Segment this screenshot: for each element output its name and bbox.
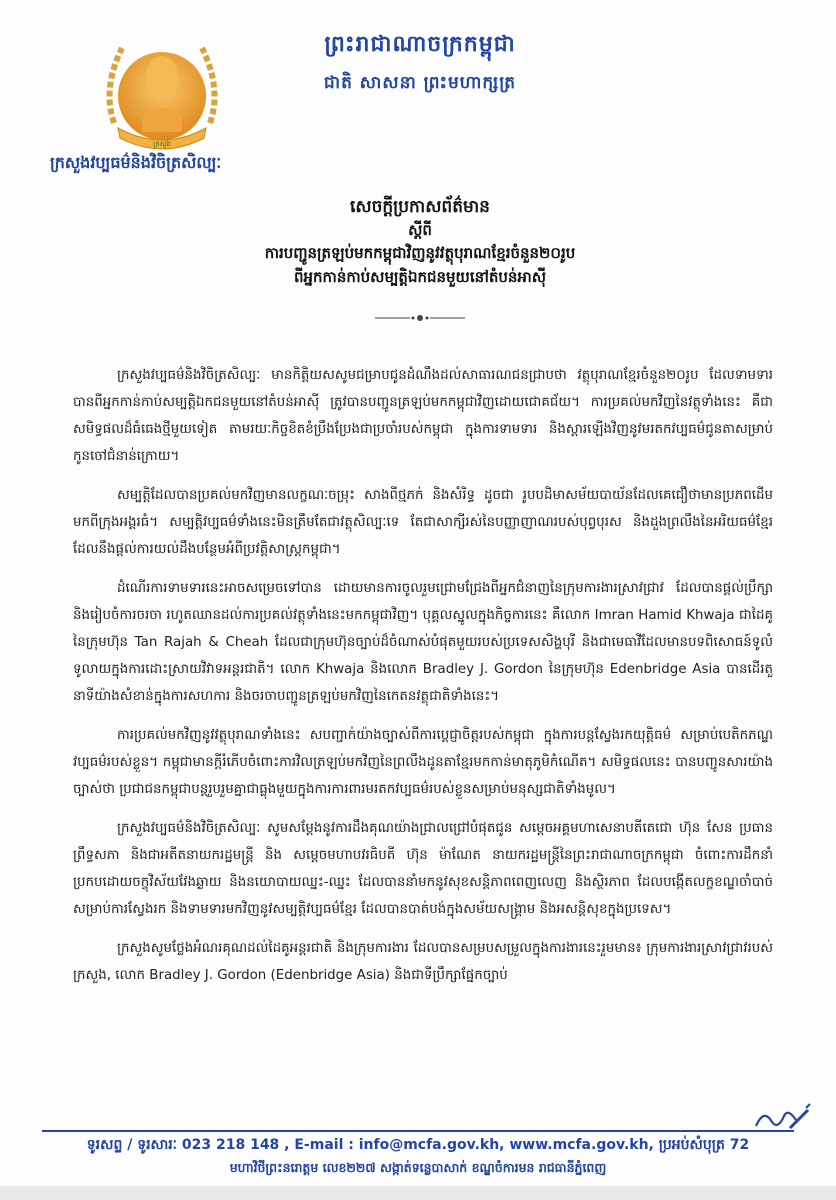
bottom-margin-bar bbox=[0, 1186, 836, 1200]
national-motto: ជាតិ សាសនា ព្រះមហាក្សត្រ bbox=[323, 73, 517, 93]
title-line-1: សេចក្តីប្រកាសព័ត៌មាន bbox=[350, 197, 490, 217]
title-ornament-icon bbox=[370, 312, 470, 324]
footer-contact-info: ទូរសព្ទ / ទូរសារៈ 023 218 148 , E-mail : info@mcfa.gov.kh, www.mcfa.gov.kh, ប្រអប់សំបុត្រ 72 bbox=[86, 1137, 750, 1153]
press-release-title bbox=[150, 195, 690, 289]
title-line-4: ពីអ្នកកាន់កាប់សម្បត្តិឯកជនមួយនៅតំបន់អាស៊ី bbox=[293, 268, 547, 286]
press-release-body bbox=[73, 362, 773, 1001]
ministry-emblem-icon bbox=[92, 28, 232, 158]
footer-divider bbox=[42, 1130, 794, 1132]
paragraph-3: ដំណើរការទាមទារនេះអាចសម្រេចទៅបាន ដោយមានការចូលរួមជ្រោមជ្រែងពីអ្នកជំនាញនៃក្រុមការងារស្រាវជ្រាវ ដែលបានផ្តល់ប្រឹក្សា និងរៀបចំការចរចា រហូតឈានដល់ការប្រគល់វត្ថុទាំងនេះមកកម្ពុជាវិញ។ បុគ្គលស្នូលក្នុងកិច្ចការនេះ គឺលោក Imran Hamid Khwaja ជាដៃគូនៃក្រុមហ៊ុន Tan Rajah & Cheah ដែលជាក្រុមហ៊ុនច្បាប់ដ៏ចំណាស់បំផុតមួយរបស់ប្រទេសសិង្ហបុរី និងជាមេធាវីដែលមានបទពិសោធន៍ទូលំទូលាយក្នុងការដោះស្រាយវិវាទអន្តរជាតិ។ លោក Khwaja និងលោក Bradley J. Gordon នៃក្រុមហ៊ុន Edenbridge Asia បានដើរតួនាទីយ៉ាងសំខាន់ក្នុងការសហការ និងចរចាបញ្ជូនត្រឡប់មកវិញនៃកេតនវត្ថុជាតិទាំងនេះ។ bbox=[73, 581, 773, 704]
paragraph-4: ការប្រគល់មកវិញនូវវត្ថុបុរាណទាំងនេះ សបញ្ជាក់យ៉ាងច្បាស់ពីការប្តេជ្ញាចិត្តរបស់កម្ពុជា ក្នុងការបន្តស្វែងរកយុត្តិធម៌ សម្រាប់បេតិកភណ្ឌវប្បធម៌របស់ខ្លួន។ កម្ពុជាមានក្តីរំភើបចំពោះការវិលត្រឡប់មកវិញនៃព្រលឹងដូនតាខ្មែរមកកាន់មាតុភូមិកំណើត។ សមិទ្ធផលនេះ បានបញ្ជូនសារយ៉ាងច្បាស់ថា ប្រជាជនកម្ពុជាបន្តរួបរួមគ្នាជាធ្លុងមួយក្នុងការការពារមរតកវប្បធម៌របស់ខ្លួនសម្រាប់មនុស្សជាតិទាំងមូល។ bbox=[73, 728, 773, 797]
title-line-2: ស្តីពី bbox=[408, 221, 432, 239]
signature-pen-icon bbox=[752, 1100, 812, 1134]
paragraph-2: សម្បត្តិដែលបានប្រគល់មកវិញមានលក្ខណៈចម្រុះ សាងពីថ្មភក់ និងសំរិទ្ធ ដូចជា រូបបដិមាសម័យបាយ័នដែលគេជឿថាមានប្រភពដើមមកពីក្រុងអង្គរធំ។ សម្បត្តិវប្បធម៌ទាំងនេះមិនត្រឹមតែជាវត្ថុសិល្បៈទេ តែជាសាក្សីរស់នៃបញ្ញាញាណរបស់បុព្វបុរស និងដួងព្រលឹងនៃអរិយធម៌ខ្មែរ ដែលនឹងផ្តល់ការយល់ដឹងបន្ថែមអំពីប្រវត្តិសាស្ត្រកម្ពុជា។ bbox=[73, 488, 773, 557]
paragraph-6: ក្រសួងសូមថ្លែងអំណរគុណដល់ដៃគូអន្តរជាតិ និងក្រុមការងារ ដែលបានសម្របសម្រួលក្នុងការងារនេះរួមមាន៖ ក្រុមការងារស្រាវជ្រាវរបស់ក្រសួង, លោក Bradley J. Gordon (Edenbridge Asia) និងជាទីប្រឹក្សាផ្នែកច្បាប់ bbox=[73, 941, 773, 983]
footer-address: មហាវិថីព្រះនរោត្តម លេខ២២៧ សង្កាត់ទន្លេបាសាក់ ខណ្ឌចំការមន រាជធានីភ្នំពេញ bbox=[229, 1160, 607, 1175]
ministry-name: ក្រសួងវប្បធម៌និងវិចិត្រសិល្បៈ bbox=[50, 153, 222, 172]
paragraph-1: ក្រសួងវប្បធម៌និងវិចិត្រសិល្បៈ មានកិត្តិយសសូមជម្រាបជូនដំណឹងដល់សាធារណជនជ្រាបថា វត្ថុបុរាណខ្មែរចំនួន២០រូប ដែលទាមទារបានពីអ្នកកាន់កាប់សម្បត្តិឯកជនមួយនៅតំបន់អាស៊ី ត្រូវបានបញ្ជូនត្រឡប់មកកម្ពុជាវិញដោយជោគជ័យ។ ការប្រគល់មកវិញនៃវត្ថុទាំងនេះ គឺជាសមិទ្ធផលដ៏ធំធេងថ្មីមួយទៀត តាមរយៈកិច្ចខិតខំប្រឹងប្រែងជាប្រចាំរបស់កម្ពុជា ក្នុងការទាមទារ និងស្តារឡើងវិញនូវមរតកវប្បធម៌ជូនតាសម្រាប់កូនចៅជំនាន់ក្រោយ។ bbox=[73, 368, 773, 464]
paragraph-5: ក្រសួងវប្បធម៌និងវិចិត្រសិល្បៈ សូមសម្តែងនូវការដឹងគុណយ៉ាងជ្រាលជ្រៅបំផុតជូន សម្តេចអគ្គមហាសេនាបតីតេជោ ហ៊ុន សែន ប្រធានព្រឹទ្ធសភា និងជាអតីតនាយករដ្ឋមន្ត្រី និង សម្តេចមហាបវរធិបតី ហ៊ុន ម៉ាណែត នាយករដ្ឋមន្ត្រីនៃព្រះរាជាណាចក្រកម្ពុជា ចំពោះការដឹកនាំប្រកបដោយចក្ខុវិស័យវែងឆ្ងាយ និងនយោបាយឈ្នះ-ឈ្នះ ដែលបាននាំមកនូវសុខសន្តិភាពពេញលេញ និងស្ថិរភាព ដែលបង្កើតលក្ខខណ្ឌចាំបាច់សម្រាប់ការស្វែងរក និងទាមទារមកវិញនូវសម្បត្តិវប្បធម៌ខ្មែរ ដែលបានបាត់បង់ក្នុងសម័យសង្គ្រាម និងអសន្តិសុខក្នុងប្រទេស។ bbox=[73, 821, 773, 917]
kingdom-heading: ព្រះរាជាណាចក្រកម្ពុជា bbox=[324, 32, 516, 57]
svg-text:ក្រសួង: ក្រសួង bbox=[153, 140, 171, 148]
title-line-3: ការបញ្ជូនត្រឡប់មកកម្ពុជាវិញនូវវត្ថុបុរាណខ្មែរចំនួន២០រូប bbox=[264, 244, 576, 262]
